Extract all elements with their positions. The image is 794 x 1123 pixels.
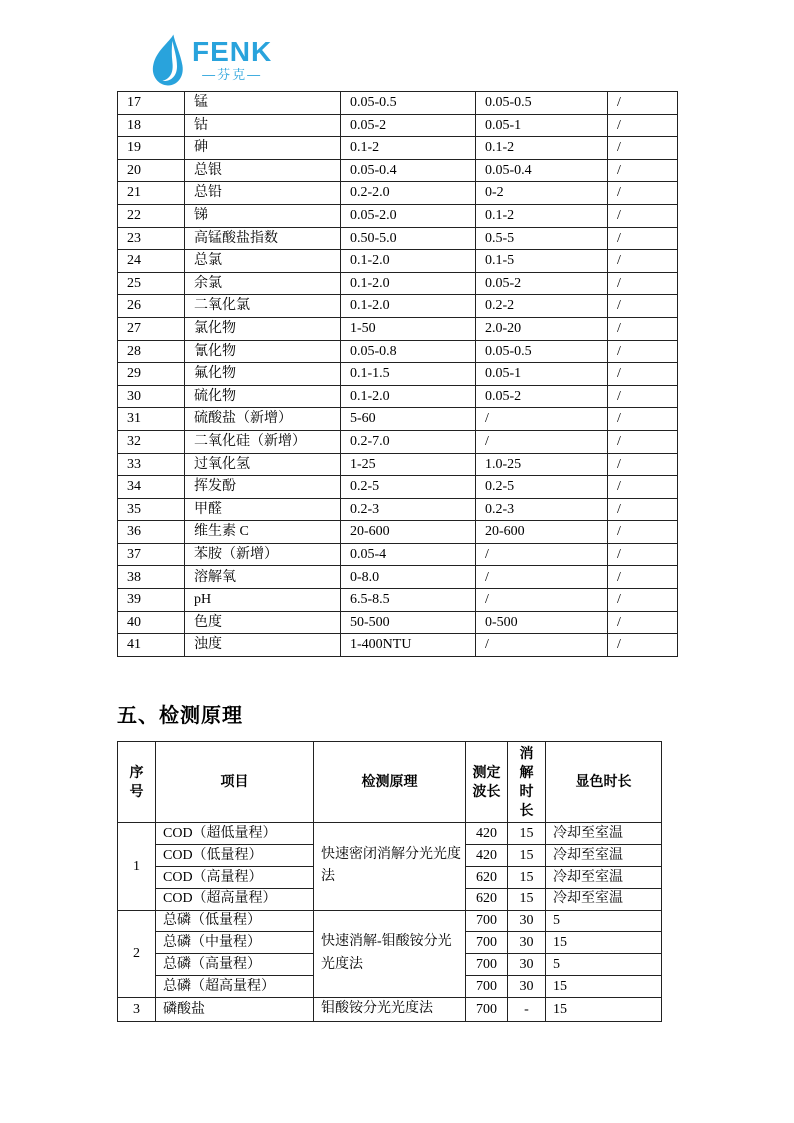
table-cell: 过氧化氢 (185, 453, 341, 476)
color-time-cell: 15 (546, 976, 662, 998)
table-row (118, 295, 678, 318)
digestion-cell: 30 (508, 932, 546, 954)
table-cell: 36 (118, 521, 185, 544)
table-cell: 21 (118, 182, 185, 205)
table-cell: 钴 (185, 114, 341, 137)
table-row (118, 114, 678, 137)
table-cell: 0.1-1.5 (341, 363, 476, 386)
table-cell: 0-2 (476, 182, 608, 205)
digestion-cell: 30 (508, 954, 546, 976)
wavelength-cell: 700 (466, 954, 508, 976)
table-row (118, 227, 678, 250)
digestion-cell: 30 (508, 976, 546, 998)
table-row (118, 92, 678, 115)
table-cell: 35 (118, 498, 185, 521)
wavelength-cell: 700 (466, 998, 508, 1021)
table-row (118, 182, 678, 205)
section-heading: 五、检测原理 (117, 705, 243, 727)
table-row (118, 521, 678, 544)
table-cell: 高锰酸盐指数 (185, 227, 341, 250)
table-row (118, 204, 678, 227)
row-number-cell: 2 (118, 910, 156, 998)
table-cell: 锰 (185, 92, 341, 115)
col-header-principle (314, 742, 466, 823)
col-header-wavelength (466, 742, 508, 823)
table-cell: 二氧化氯 (185, 295, 341, 318)
table-cell: 0.2-3 (476, 498, 608, 521)
table-row (118, 589, 678, 612)
table-cell: 总铅 (185, 182, 341, 205)
item-cell: 磷酸盐 (156, 998, 314, 1021)
col-header-no (118, 742, 156, 823)
table-cell: 1-50 (341, 317, 476, 340)
table-cell: 40 (118, 611, 185, 634)
table-cell: 0.1-2 (476, 137, 608, 160)
color-time-cell: 5 (546, 954, 662, 976)
table-cell: 总氯 (185, 250, 341, 273)
table-row (118, 543, 678, 566)
table-cell: 37 (118, 543, 185, 566)
item-cell: 总磷（高量程） (156, 954, 314, 976)
color-time-cell: 冷却至室温 (546, 823, 662, 845)
table-cell: 0.1-2.0 (341, 385, 476, 408)
table-cell: 32 (118, 430, 185, 453)
table-cell: 29 (118, 363, 185, 386)
table-cell: 0.05-2 (341, 114, 476, 137)
table-cell: 挥发酚 (185, 476, 341, 499)
color-time-cell: 15 (546, 998, 662, 1021)
table-cell: / (608, 272, 678, 295)
table-cell: 0.2-7.0 (341, 430, 476, 453)
table-row (118, 476, 678, 499)
table-row (118, 823, 662, 845)
wavelength-cell: 700 (466, 976, 508, 998)
table-row (118, 498, 678, 521)
table-cell: / (608, 634, 678, 657)
table-cell: 0.05-2 (476, 272, 608, 295)
table-cell: / (608, 204, 678, 227)
table-cell: / (608, 385, 678, 408)
table-cell: / (608, 340, 678, 363)
table-cell: 甲醛 (185, 498, 341, 521)
table-cell: 维生素 C (185, 521, 341, 544)
col-header-item-label: 项目 (220, 773, 249, 790)
table-cell: / (476, 634, 608, 657)
table-cell: / (608, 543, 678, 566)
digestion-cell: 15 (508, 844, 546, 866)
item-cell: COD（低量程） (156, 844, 314, 866)
table-cell: 0-500 (476, 611, 608, 634)
table-cell: 锑 (185, 204, 341, 227)
table-cell: 0.5-5 (476, 227, 608, 250)
table-cell: 0.50-5.0 (341, 227, 476, 250)
color-time-cell: 15 (546, 932, 662, 954)
table-row (118, 453, 678, 476)
table-cell: 0.1-2 (341, 137, 476, 160)
table-cell: / (608, 430, 678, 453)
table-cell: 50-500 (341, 611, 476, 634)
color-time-cell: 冷却至室温 (546, 844, 662, 866)
table-cell: 0.1-2 (476, 204, 608, 227)
table-cell: 浊度 (185, 634, 341, 657)
table-cell: 38 (118, 566, 185, 589)
table-cell: 苯胺（新增） (185, 543, 341, 566)
table-cell: / (608, 453, 678, 476)
table-row (118, 408, 678, 431)
table-row (118, 385, 678, 408)
table-cell: 氟化物 (185, 363, 341, 386)
table-cell: 20-600 (476, 521, 608, 544)
brand-name: FENK (192, 35, 273, 67)
table-cell: 20-600 (341, 521, 476, 544)
table-cell: 0.05-0.4 (476, 159, 608, 182)
table-row (118, 634, 678, 657)
row-number-cell: 1 (118, 823, 156, 911)
item-cell: 总磷（低量程） (156, 910, 314, 932)
digestion-cell: - (508, 998, 546, 1021)
table-cell: / (608, 317, 678, 340)
table-cell: 溶解氧 (185, 566, 341, 589)
digestion-cell: 15 (508, 888, 546, 910)
table-cell: 5-60 (341, 408, 476, 431)
table-header-row (118, 742, 662, 823)
color-time-cell: 5 (546, 910, 662, 932)
table-cell: 0.05-2 (476, 385, 608, 408)
table-cell: 0.2-2.0 (341, 182, 476, 205)
table-cell: 1-400NTU (341, 634, 476, 657)
table-cell: 26 (118, 295, 185, 318)
col-header-no-label: 序号 (129, 763, 144, 799)
table-cell: 2.0-20 (476, 317, 608, 340)
table-cell: pH (185, 589, 341, 612)
col-header-colortime-label: 显色时长 (575, 773, 632, 790)
table-cell: / (608, 363, 678, 386)
table-cell: 1.0-25 (476, 453, 608, 476)
table-cell: 0.05-0.5 (476, 92, 608, 115)
table-cell: 20 (118, 159, 185, 182)
table-cell: 0.1-2.0 (341, 272, 476, 295)
table-cell: 0.2-3 (341, 498, 476, 521)
table-row (118, 159, 678, 182)
table-cell: 氰化物 (185, 340, 341, 363)
table-cell: 19 (118, 137, 185, 160)
detection-principle-table (117, 741, 662, 1022)
table-cell: 22 (118, 204, 185, 227)
table-cell: 30 (118, 385, 185, 408)
table-cell: / (476, 566, 608, 589)
table-cell: / (608, 521, 678, 544)
table-cell: 39 (118, 589, 185, 612)
table-cell: / (608, 408, 678, 431)
col-header-digestion (508, 742, 546, 823)
principle-cell: 钼酸铵分光光度法 (314, 998, 466, 1021)
table-row (118, 340, 678, 363)
table-cell: 1-25 (341, 453, 476, 476)
table-cell: 0.05-1 (476, 363, 608, 386)
table-cell: 23 (118, 227, 185, 250)
table-row (118, 611, 678, 634)
table-cell: 0.05-0.8 (341, 340, 476, 363)
table-cell: 34 (118, 476, 185, 499)
table-cell: 0.05-2.0 (341, 204, 476, 227)
table-row (118, 137, 678, 160)
wavelength-cell: 620 (466, 888, 508, 910)
brand-subtitle: —芬克— (202, 66, 263, 82)
table-cell: 砷 (185, 137, 341, 160)
table-cell: 0.2-5 (476, 476, 608, 499)
table-cell: 0.05-0.5 (341, 92, 476, 115)
table-cell: 0.1-5 (476, 250, 608, 273)
table-cell: 0.05-0.5 (476, 340, 608, 363)
table-cell: 余氯 (185, 272, 341, 295)
wavelength-cell: 700 (466, 910, 508, 932)
digestion-cell: 30 (508, 910, 546, 932)
table-cell: 18 (118, 114, 185, 137)
table-cell: / (608, 589, 678, 612)
item-cell: COD（高量程） (156, 866, 314, 888)
color-time-cell: 冷却至室温 (546, 888, 662, 910)
table-cell: 33 (118, 453, 185, 476)
table-cell: 31 (118, 408, 185, 431)
digestion-cell: 15 (508, 823, 546, 845)
table-cell: 硫酸盐（新增） (185, 408, 341, 431)
table-cell: / (608, 476, 678, 499)
table-cell: 24 (118, 250, 185, 273)
principle-cell: 快速消解-钼酸铵分光光度法 (314, 910, 466, 998)
wavelength-cell: 620 (466, 866, 508, 888)
table-cell: / (608, 159, 678, 182)
wavelength-cell: 420 (466, 823, 508, 845)
table-row (118, 998, 662, 1021)
item-cell: COD（超高量程） (156, 888, 314, 910)
table-cell: 25 (118, 272, 185, 295)
table-cell: / (476, 430, 608, 453)
table-cell: 0.05-0.4 (341, 159, 476, 182)
table-cell: 色度 (185, 611, 341, 634)
table-cell: 41 (118, 634, 185, 657)
table-cell: 28 (118, 340, 185, 363)
table-cell: / (476, 589, 608, 612)
table-cell: / (476, 408, 608, 431)
table-cell: 0.05-1 (476, 114, 608, 137)
table-cell: 17 (118, 92, 185, 115)
table-cell: 0-8.0 (341, 566, 476, 589)
table-cell: / (608, 137, 678, 160)
table-cell: 0.2-5 (341, 476, 476, 499)
table-row (118, 430, 678, 453)
table-cell: 0.1-2.0 (341, 250, 476, 273)
wavelength-cell: 420 (466, 844, 508, 866)
digestion-cell: 15 (508, 866, 546, 888)
table-cell: 0.1-2.0 (341, 295, 476, 318)
table-cell: / (608, 114, 678, 137)
col-header-colortime (546, 742, 662, 823)
table-cell: 氯化物 (185, 317, 341, 340)
table-cell: / (608, 611, 678, 634)
table-cell: 总银 (185, 159, 341, 182)
table-cell: 27 (118, 317, 185, 340)
table-cell: 6.5-8.5 (341, 589, 476, 612)
table-cell: / (476, 543, 608, 566)
principle-cell: 快速密闭消解分光光度法 (314, 823, 466, 911)
table-cell: 0.05-4 (341, 543, 476, 566)
parameter-range-table (117, 91, 678, 657)
table-row (118, 363, 678, 386)
table-cell: / (608, 227, 678, 250)
wavelength-cell: 700 (466, 932, 508, 954)
table-cell: / (608, 295, 678, 318)
brand-logo (147, 33, 272, 87)
table-cell: 二氧化硅（新增） (185, 430, 341, 453)
table-cell: / (608, 182, 678, 205)
color-time-cell: 冷却至室温 (546, 866, 662, 888)
water-drop-icon (147, 33, 187, 87)
table-cell: / (608, 250, 678, 273)
col-header-principle-label: 检测原理 (361, 773, 418, 790)
col-header-digestion-label: 消解时长 (519, 744, 534, 818)
item-cell: 总磷（中量程） (156, 932, 314, 954)
item-cell: COD（超低量程） (156, 823, 314, 845)
col-header-item (156, 742, 314, 823)
table-cell: / (608, 92, 678, 115)
logo-text (192, 35, 273, 83)
item-cell: 总磷（超高量程） (156, 976, 314, 998)
table-cell: / (608, 566, 678, 589)
table-row (118, 910, 662, 932)
table-cell: 硫化物 (185, 385, 341, 408)
table-row (118, 566, 678, 589)
table-row (118, 317, 678, 340)
table-cell: / (608, 498, 678, 521)
col-header-wavelength-label: 测定波长 (472, 763, 501, 799)
table-row (118, 250, 678, 273)
table-cell: 0.2-2 (476, 295, 608, 318)
table-row (118, 272, 678, 295)
row-number-cell: 3 (118, 998, 156, 1021)
